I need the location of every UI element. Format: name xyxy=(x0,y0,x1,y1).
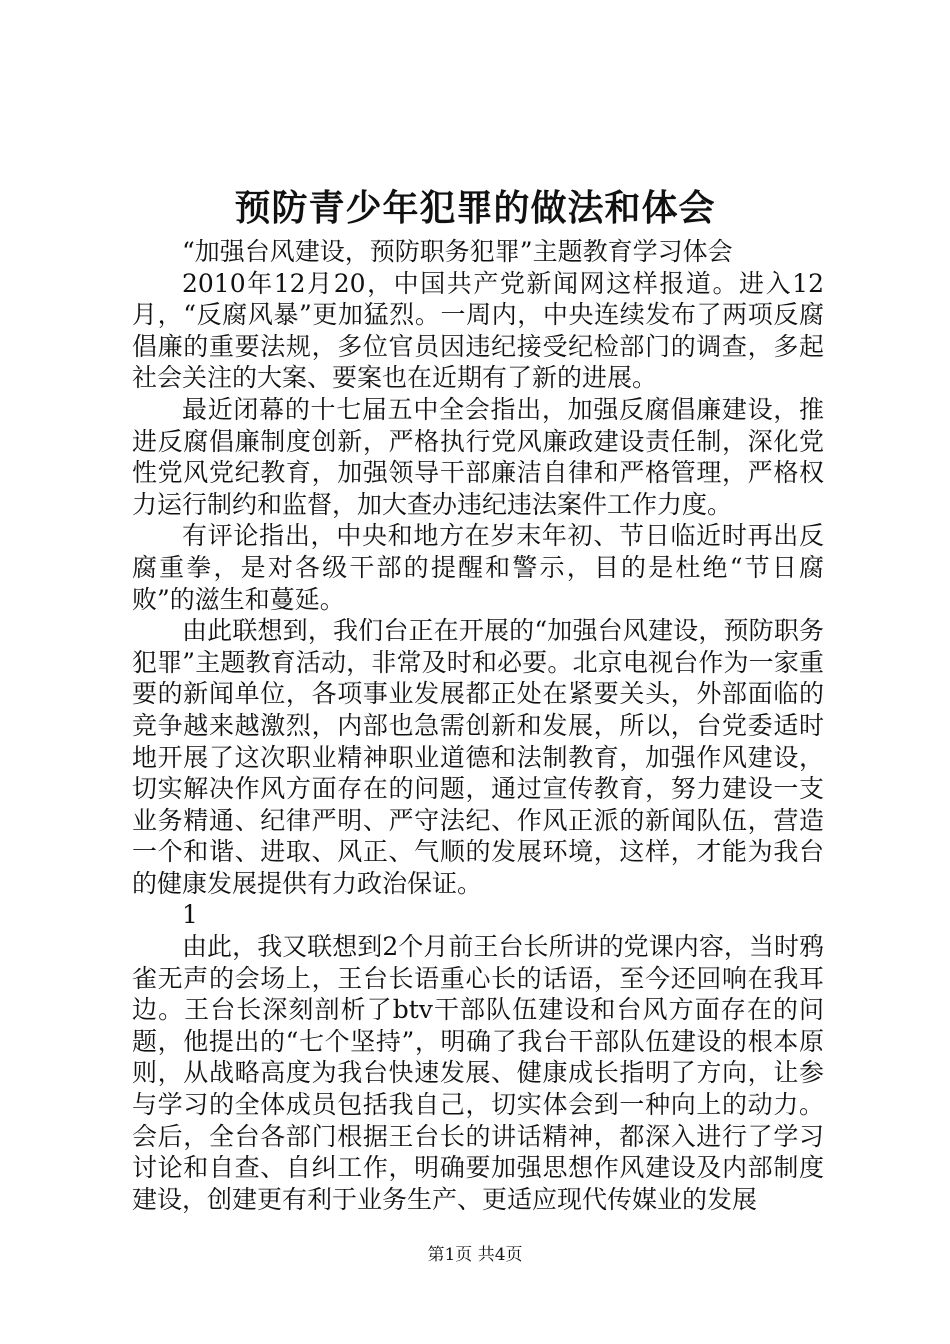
inline-number: 1 xyxy=(182,900,198,930)
document-body xyxy=(132,236,824,1215)
paragraph-5: 由此，我又联想到2个月前王台长所讲的党课内容，当时鸦雀无声的会场上，王台长语重心长的话语，至今还回响在我耳边。王台长深刻剖析了btv干部队伍建设和台风方面存在的问题，他提出的“七个坚持”，明确了我台干部队伍建设的根本原则，从战略高度为我台快速发展、健康成长指明了方向，让参与学习的全体成员包括我自己，切实体会到一种向上的动力。会后，全台各部门根据王台长的讲话精神，都深入进行了学习讨论和自查、自纠工作，明确要加强思想作风建设及内部制度建设，创建更有利于业务生产、更适应现代传媒业的发展 xyxy=(132,932,824,1214)
paragraph-4: 由此联想到，我们台正在开展的“加强台风建设，预防职务犯罪”主题教育活动，非常及时和必要。北京电视台作为一家重要的新闻单位，各项事业发展都正处在紧要关头，外部面临的竞争越来越激烈，内部也急需创新和发展，所以，台党委适时地开展了这次职业精神职业道德和法制教育，加强作风建设，切实解决作风方面存在的问题，通过宣传教育，努力建设一支业务精通、纪律严明、严守法纪、作风正派的新闻队伍，营造一个和谐、进取、风正、气顺的发展环境，这样，才能为我台的健康发展提供有力政治保证。 xyxy=(132,616,824,898)
paragraph-3: 有评论指出，中央和地方在岁末年初、节日临近时再出反腐重拳，是对各级干部的提醒和警示，目的是杜绝“节日腐败”的滋生和蔓延。 xyxy=(132,521,824,614)
page-footer: 第1页 共4页 xyxy=(427,1245,523,1265)
document-title: 预防青少年犯罪的做法和体会 xyxy=(234,187,716,229)
paragraph-1: 2010年12月20，中国共产党新闻网这样报道。进入12月，“反腐风暴”更加猛烈。一周内，中央连续发布了两项反腐倡廉的重要法规，多位官员因违纪接受纪检部门的调查，多起社会关注的大案、要案也在近期有了新的进展。 xyxy=(132,268,824,393)
document-subtitle: “加强台风建设，预防职务犯罪”主题教育学习体会 xyxy=(182,237,733,266)
paragraph-2: 最近闭幕的十七届五中全会指出，加强反腐倡廉建设，推进反腐倡廉制度创新，严格执行党风廉政建设责任制，深化党性党风党纪教育，加强领导干部廉洁自律和严格管理，严格权力运行制约和监督，加大查办违纪违法案件工作力度。 xyxy=(132,394,824,519)
